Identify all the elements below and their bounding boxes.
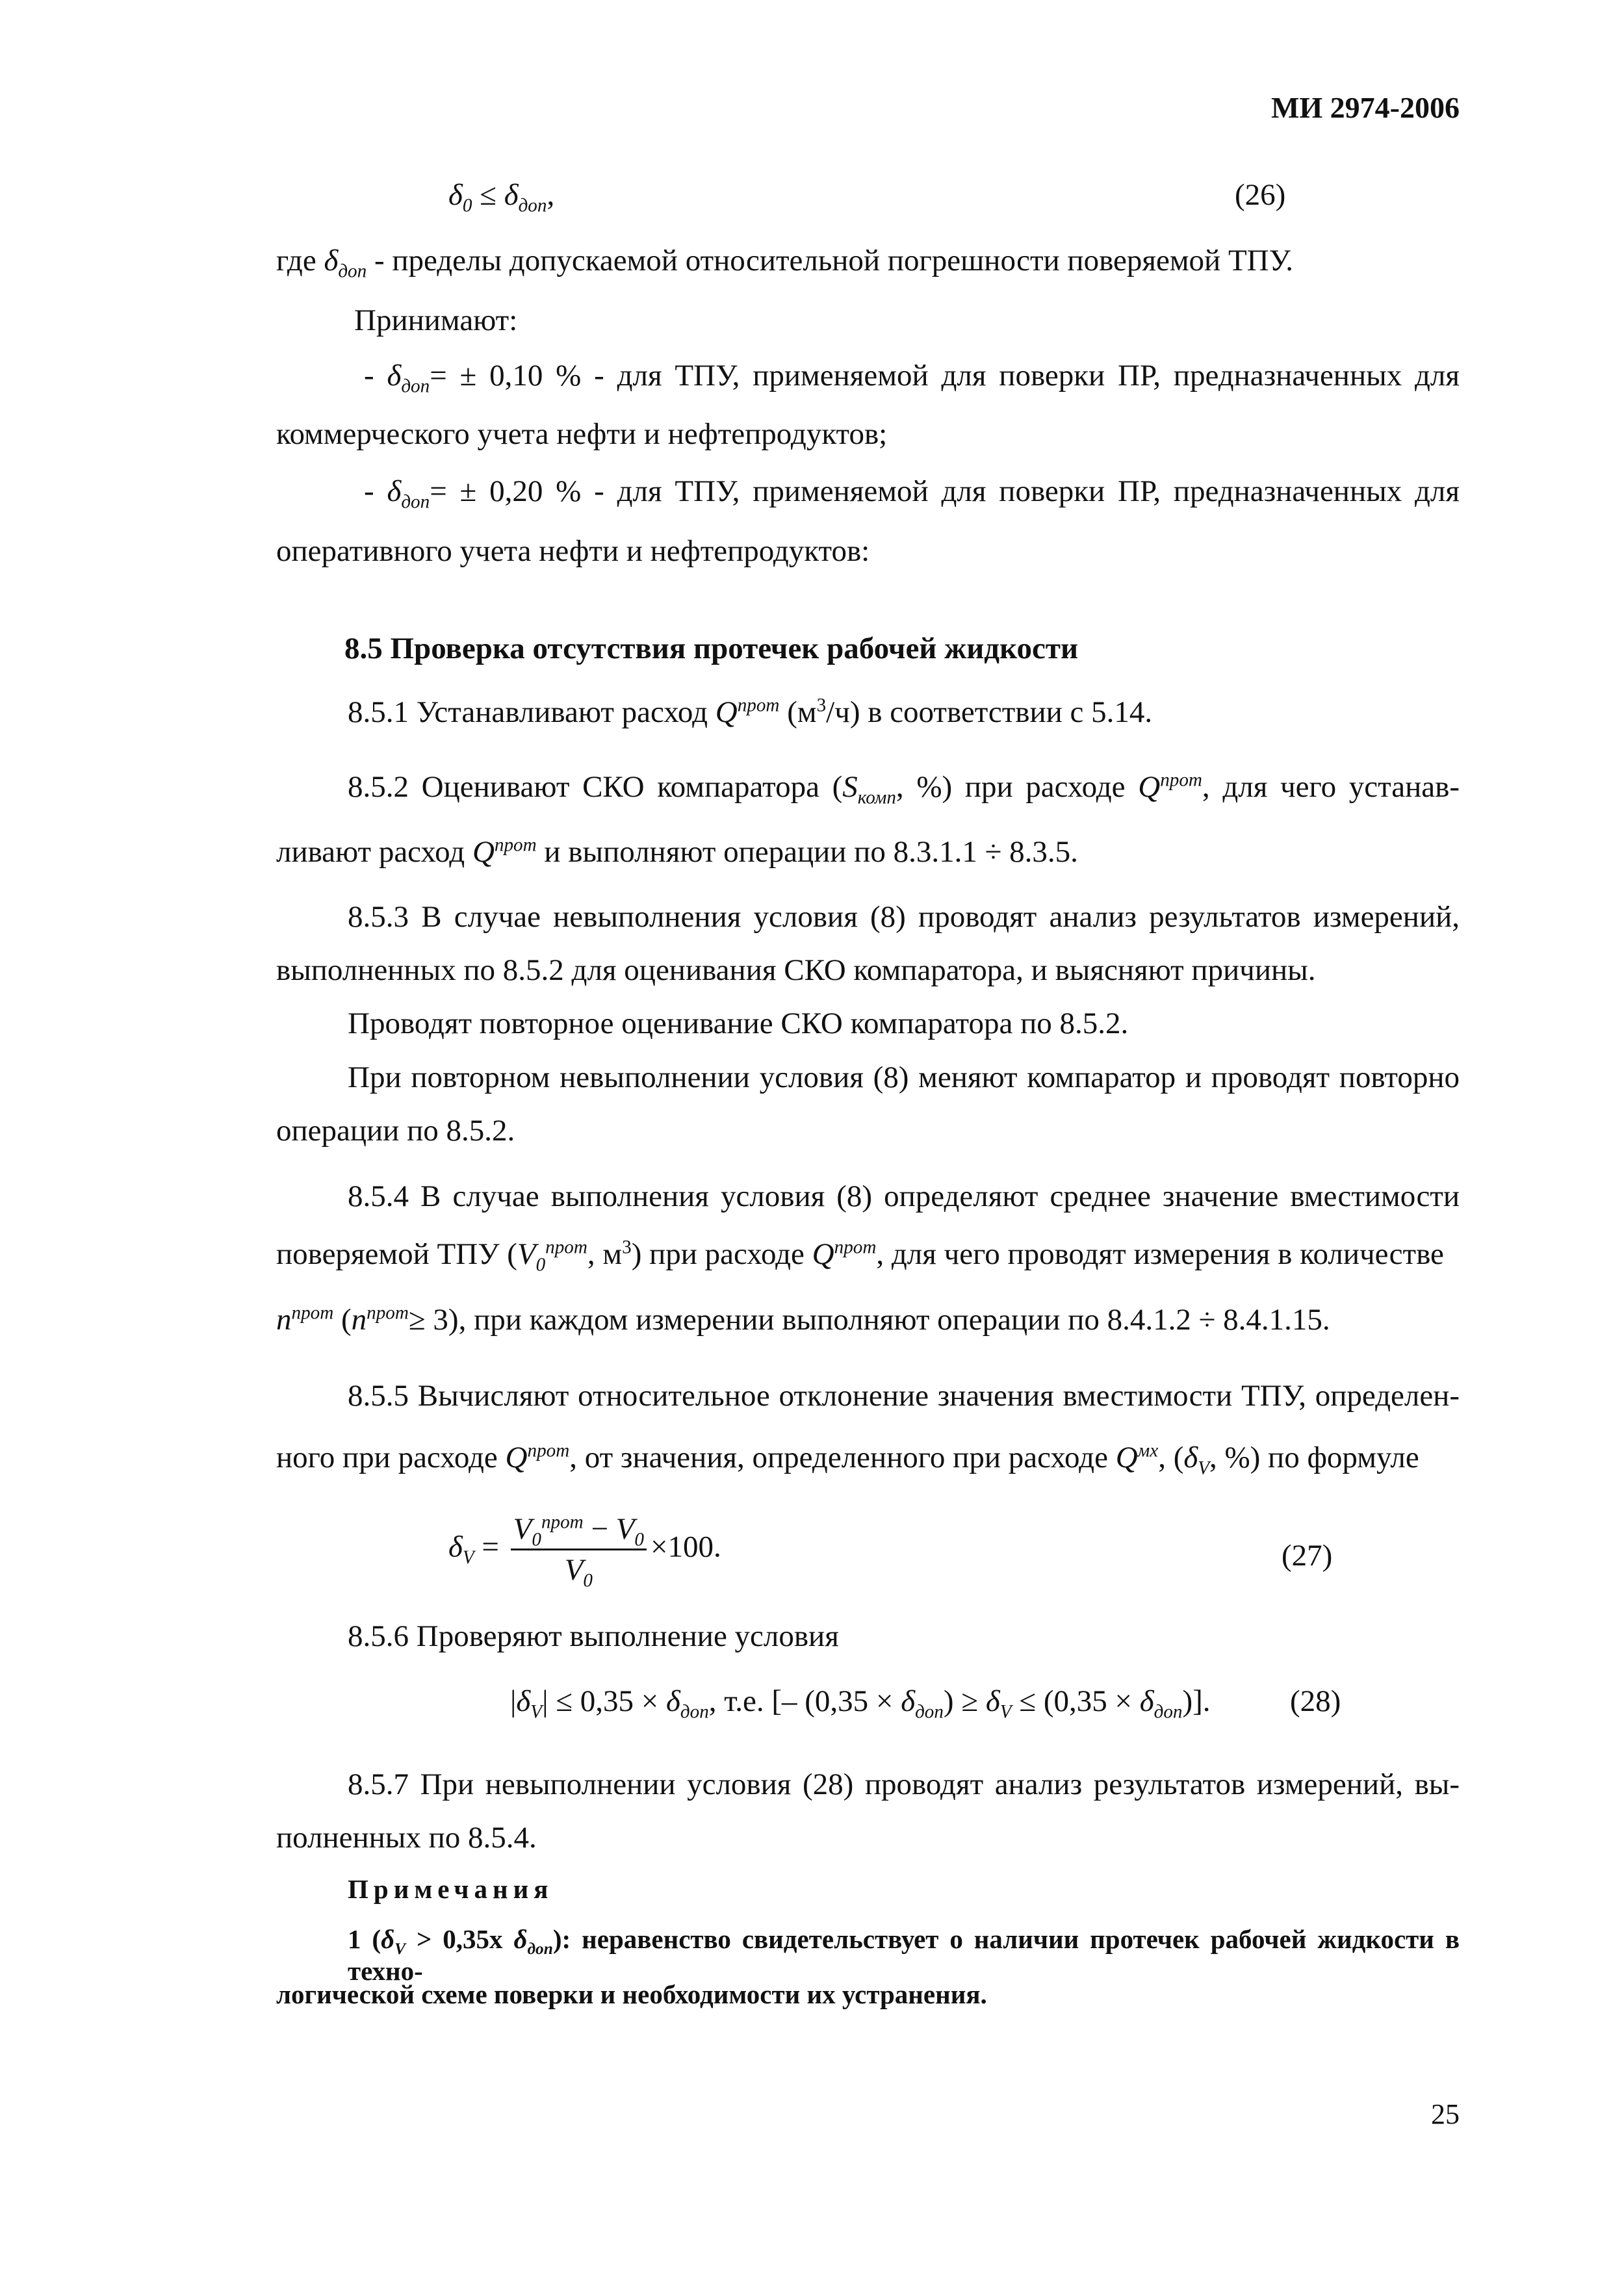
paragraph-8-5-4: 8.5.4 В случае выполнения условия (8) определяют среднее значение вместимости xyxy=(348,1179,1460,1213)
paragraph-8-5-7: 8.5.7 При невыполнении условия (28) проводят анализ результатов измерений, вы- xyxy=(348,1767,1460,1801)
paragraph-8-5-6: 8.5.6 Проверяют выполнение условия xyxy=(348,1619,839,1653)
paragraph-8-5-1: 8.5.1 Устанавливают расход $Q^{прот}$ $(м^3/ч)$ в соответствии с 5.14. xyxy=(348,695,1153,729)
equation-26: $\delta_0 \le \delta_{доп}$, xyxy=(448,178,555,216)
note-1-cont: логической схеме поверки и необходимости их устранения. xyxy=(276,1979,987,2009)
paragraph-repeat-2-cont: операции по 8.5.2. xyxy=(276,1114,515,1148)
fraction-denominator: $V_0$ xyxy=(564,1553,593,1591)
equation-number-27: (27) xyxy=(1282,1539,1333,1573)
section-heading-8-5: 8.5 Проверка отсутствия протечек рабочей жидкости xyxy=(344,632,1079,665)
where-clause: где $\delta_{доп}$ - пределы допускаемой относительной погрешности поверяемой ТПУ. xyxy=(276,244,1293,282)
list-item-operational-cont: оперативного учета нефти и нефтепродуктов: xyxy=(276,534,870,568)
fraction xyxy=(511,1511,647,1589)
paragraph-8-5-3: 8.5.3 В случае невыполнения условия (8) проводят анализ результатов измерений, xyxy=(348,900,1460,934)
equation-28: $|\delta_V| \le 0,35 \times \delta_{доп}$, т.е. [– $(0,35 \times \delta_{доп}) \ge \delta_V \le (0,35 \times \delta_{доп})$]. xyxy=(510,1684,1211,1723)
paragraph-8-5-7-cont: полненных по 8.5.4. xyxy=(276,1821,537,1855)
paragraph-8-5-2-cont: ливают расход $Q^{прот}$ и выполняют операции по 8.3.1.1 ÷ 8.3.5. xyxy=(276,834,1078,869)
list-item-commercial-cont: коммерческого учета нефти и нефтепродуктов; xyxy=(276,417,888,451)
paragraph-8-5-4-line3: $n^{прот}$ $(n^{прот}\ge 3)$, при каждом измерении выполняют операции по 8.4.1.2 ÷ 8.4.1.15. xyxy=(276,1302,1330,1337)
list-item-commercial: - $\delta_{доп}= \pm 0,10$ % - для ТПУ, применяемой для поверки ПР, предназначенных для xyxy=(364,359,1460,397)
paragraph-8-5-5-line2: ного при расходе $Q^{прот}$, от значения, определенного при расходе $Q^{мх}$, ($\delta_V$, %) по формуле xyxy=(276,1440,1419,1479)
paragraph-8-5-3-cont: выполненных по 8.5.2 для оценивания СКО компаратора, и выясняют причины. xyxy=(276,953,1316,987)
list-item-operational: - $\delta_{доп}= \pm 0,20$ % - для ТПУ, применяемой для поверки ПР, предназначенных для xyxy=(364,474,1460,513)
fraction-numerator: $V_0^{прот} - V_0$ xyxy=(511,1511,647,1550)
paragraph-repeat: Проводят повторное оценивание СКО компаратора по 8.5.2. xyxy=(348,1007,1129,1040)
equation-27: $\delta_V$ = $\frac{V_0^{прот} - V_0}{V_0}$ ×100. xyxy=(448,1511,721,1591)
note-1: 1 ($\delta_V > 0,35х$ $\delta_{доп}$): неравенство свидетельствует о наличии протечек рабочей жидкости в техно- xyxy=(348,1924,1460,1986)
notes-title: Примечания xyxy=(348,1874,554,1904)
paragraph-8-5-4-line2: поверяемой ТПУ ($V_0^{прот}$, $м^3$) при расходе $Q^{прот}$, для чего проводят измерения в количестве xyxy=(276,1237,1444,1276)
paragraph-repeat-2: При повторном невыполнении условия (8) меняют компаратор и проводят повторно xyxy=(348,1060,1460,1094)
equation-number-28: (28) xyxy=(1290,1684,1341,1718)
accept-label: Принимают: xyxy=(354,303,518,337)
equation-number-26: (26) xyxy=(1235,178,1286,212)
paragraph-8-5-5: 8.5.5 Вычисляют относительное отклонение значения вместимости ТПУ, определен- xyxy=(348,1379,1460,1413)
paragraph-8-5-2: 8.5.2 Оценивают СКО компаратора ($S_{комп}$, %) при расходе $Q^{прот}$, для чего устанав- xyxy=(348,769,1460,808)
page-number: 25 xyxy=(1431,2098,1460,2130)
document-code: МИ 2974-2006 xyxy=(1270,91,1460,124)
